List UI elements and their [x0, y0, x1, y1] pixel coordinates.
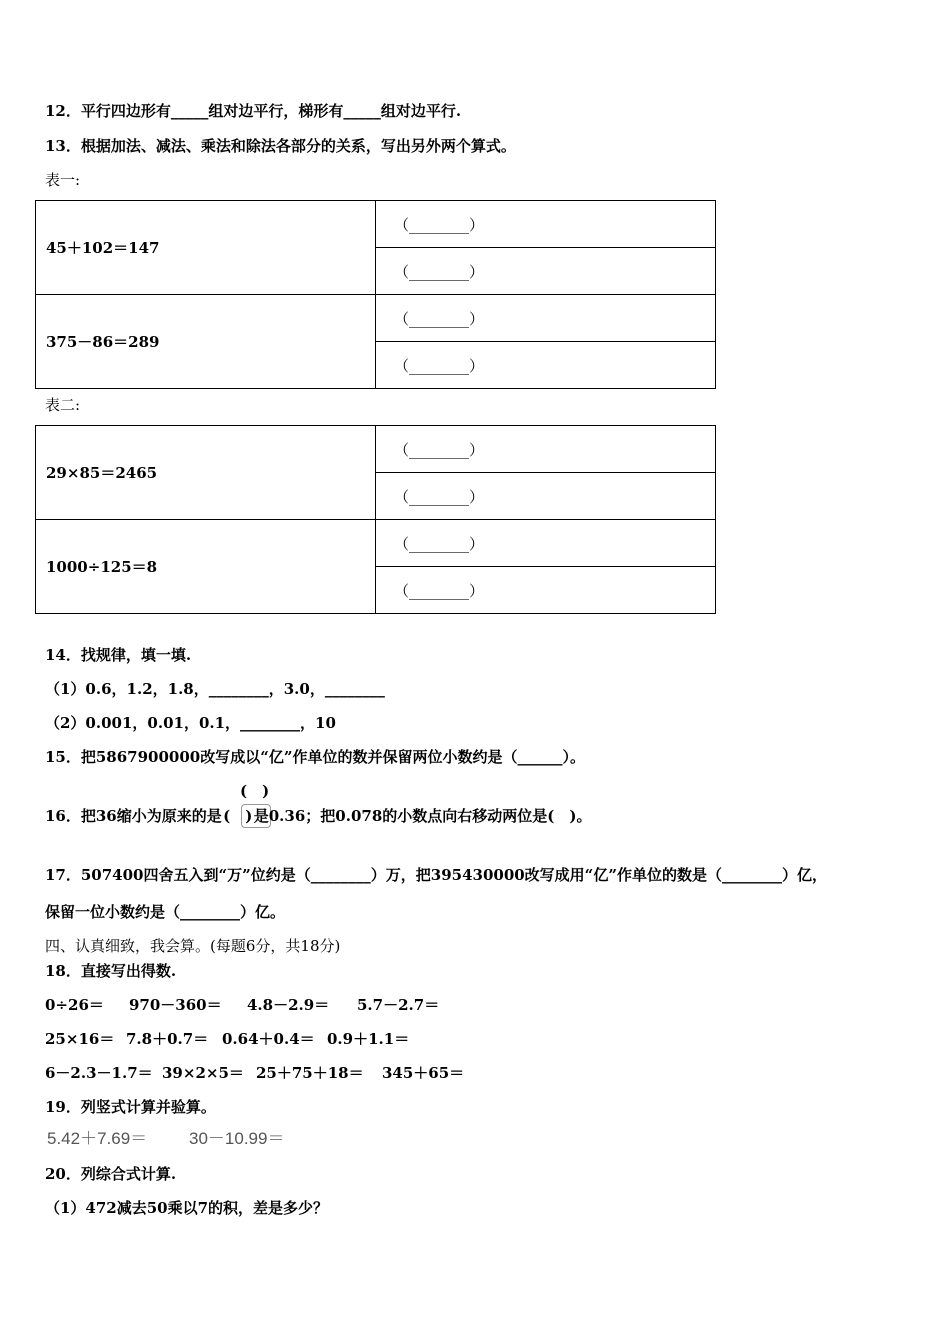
table-1 — [35, 200, 716, 389]
table1-blank[interactable]: （________） — [376, 248, 716, 295]
table1-label: 表一: — [45, 171, 81, 189]
table2-blank[interactable]: （________） — [376, 520, 716, 567]
question-20-part-1: （1）472减去50乘以7的积，差是多少？ — [45, 1199, 329, 1217]
fraction-numerator: ( ) — [240, 782, 270, 800]
vertical-calc-item: 30－10.99＝ — [189, 1129, 285, 1148]
question-17-line-2: 保留一位小数约是（________）亿。 — [45, 903, 286, 921]
table1-blank[interactable]: （________） — [376, 201, 716, 248]
question-14-part-1: （1）0.6，1.2，1.8，________，3.0，________ — [45, 680, 385, 698]
question-17-line-1: 17．507400四舍五入到“万”位约是（________）万，把395430000改写成用“亿”作单位的数是（________）亿， — [45, 866, 827, 884]
question-13: 13．根据加法、减法、乘法和除法各部分的关系，写出另外两个算式。 — [45, 137, 516, 155]
calc-item: 25×16＝ — [45, 1030, 115, 1048]
question-12: 12．平行四边形有_____组对边平行，梯形有_____组对边平行. — [45, 102, 462, 120]
question-18: 18．直接写出得数. — [45, 962, 177, 980]
calc-item: 7.8＋0.7＝ — [126, 1030, 209, 1048]
table1-equation: 375－86＝289 — [36, 295, 376, 389]
calc-row — [45, 1063, 464, 1083]
calc-item: 5.7－2.7＝ — [357, 996, 440, 1014]
table1-blank[interactable]: （________） — [376, 295, 716, 342]
calc-item: 970－360＝ — [129, 996, 222, 1014]
table2-blank[interactable]: （________） — [376, 473, 716, 520]
table2-blank[interactable]: （________） — [376, 567, 716, 614]
calc-row — [45, 1029, 409, 1049]
calc-row — [45, 995, 439, 1015]
question-19: 19．列竖式计算并验算。 — [45, 1098, 216, 1116]
fraction-denominator: ( ) — [223, 807, 253, 825]
table2-label: 表二: — [45, 396, 81, 414]
calc-item: 0÷26＝ — [45, 996, 104, 1014]
table2-equation: 1000÷125＝8 — [36, 520, 376, 614]
question-16-prefix: 16．把36缩小为原来的是 — [45, 807, 222, 825]
question-20: 20．列综合式计算. — [45, 1165, 177, 1183]
table2-equation: 29×85＝2465 — [36, 426, 376, 520]
vertical-calc-row — [47, 1129, 284, 1149]
table1-blank[interactable]: （________） — [376, 342, 716, 389]
table-2 — [35, 425, 716, 614]
question-14-part-2: （2）0.001，0.01，0.1，________，10 — [45, 714, 336, 732]
question-16-suffix: 是0.36；把0.078的小数点向右移动两位是( )。 — [253, 807, 592, 825]
question-14: 14．找规律，填一填. — [45, 646, 192, 664]
calc-item: 345＋65＝ — [382, 1064, 465, 1082]
table1-equation: 45＋102＝147 — [36, 201, 376, 295]
table2-blank[interactable]: （________） — [376, 426, 716, 473]
question-16 — [45, 806, 591, 826]
calc-item: 0.64＋0.4＝ — [222, 1030, 315, 1048]
calc-item: 4.8－2.9＝ — [247, 996, 330, 1014]
calc-item: 0.9＋1.1＝ — [327, 1030, 410, 1048]
calc-item: 6－2.3－1.7＝ — [45, 1064, 153, 1082]
section-4-heading: 四、认真细致，我会算。(每题6分，共18分) — [45, 937, 341, 955]
calc-item: 39×2×5＝ — [162, 1064, 244, 1082]
vertical-calc-item: 5.42＋7.69＝ — [47, 1129, 148, 1148]
question-15: 15．把5867900000改写成以“亿”作单位的数并保留两位小数约是（______）。 — [45, 748, 586, 766]
calc-item: 25＋75＋18＝ — [256, 1064, 364, 1082]
